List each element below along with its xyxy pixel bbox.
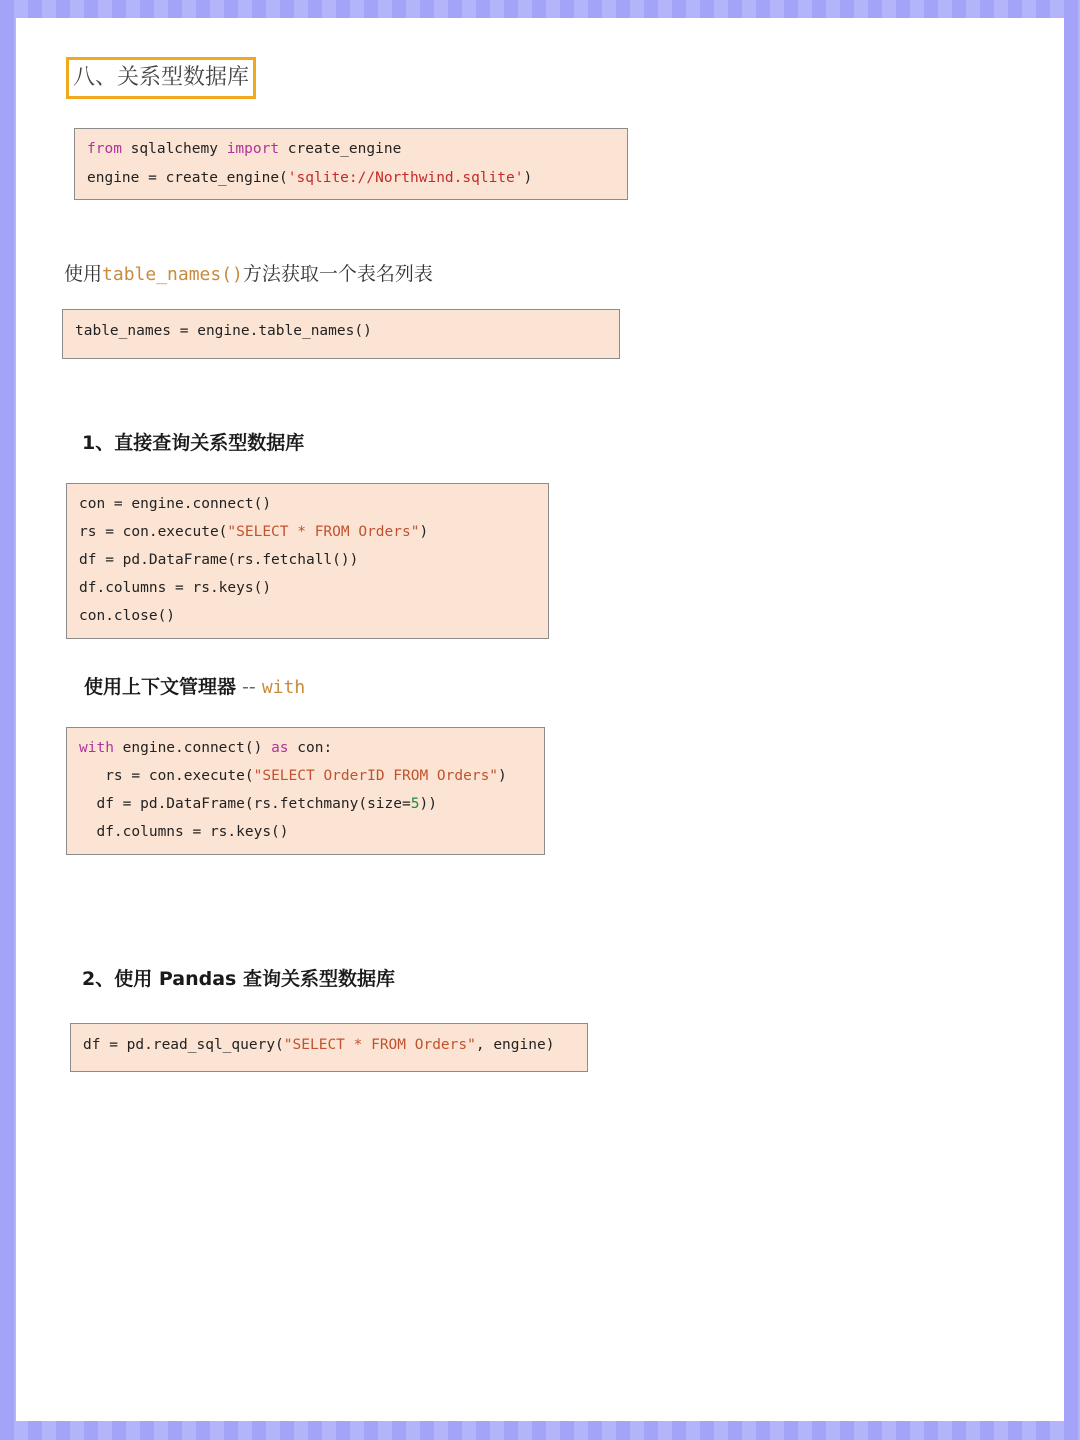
code-block-create-engine (74, 128, 628, 200)
code-line (79, 794, 437, 814)
keyword: import (226, 141, 280, 157)
code-line (87, 168, 532, 188)
code-line (83, 1035, 554, 1055)
string-literal: "SELECT OrderID FROM Orders" (253, 768, 499, 784)
code-line: con = engine.connect() (79, 496, 272, 512)
keyword: as (271, 740, 289, 756)
code-line: df.columns = rs.keys() (79, 580, 272, 596)
paragraph-table-names (64, 259, 433, 286)
code-block-direct-query (66, 483, 549, 639)
code-text: )) (419, 796, 437, 812)
code-text: sqlalchemy (121, 141, 227, 157)
section-title: 八、关系型数据库 (66, 57, 256, 99)
heading-direct-query: 1、直接查询关系型数据库 (82, 432, 305, 454)
code-line (79, 738, 332, 758)
code-text: ) (523, 170, 533, 186)
keyword: with (79, 740, 114, 756)
code-text: create_engine (279, 141, 402, 157)
code-text: , engine) (475, 1037, 555, 1053)
heading-text: 使用上下文管理器 (84, 676, 237, 698)
code-line: con.close() (79, 608, 176, 624)
code-block-with-statement (66, 727, 545, 855)
paragraph-text: 使用 (64, 263, 103, 285)
code-text: engine = create_engine( (87, 170, 288, 186)
code-line: df = pd.DataFrame(rs.fetchall()) (79, 552, 359, 568)
code-line (79, 522, 428, 542)
string-literal: 'sqlite://Northwind.sqlite' (287, 170, 524, 186)
heading-pandas-query: 2、使用 Pandas 查询关系型数据库 (82, 968, 395, 990)
code-text: ) (419, 524, 429, 540)
number-literal: 5 (410, 796, 420, 812)
code-line (79, 766, 507, 786)
code-text: con: (288, 740, 333, 756)
code-block-read-sql-query (70, 1023, 588, 1072)
code-line: table_names = engine.table_names() (75, 323, 372, 339)
code-line: df.columns = rs.keys() (79, 824, 289, 840)
heading-dash: -- (236, 676, 262, 698)
code-text: df = pd.read_sql_query( (83, 1037, 284, 1053)
string-literal: "SELECT * FROM Orders" (283, 1037, 476, 1053)
inline-code: with (261, 677, 306, 698)
document-page (16, 18, 1064, 1421)
string-literal: "SELECT * FROM Orders" (227, 524, 420, 540)
paragraph-text: 方法获取一个表名列表 (242, 263, 433, 285)
code-block-table-names (62, 309, 620, 359)
code-text: df = pd.DataFrame(rs.fetchmany(size= (79, 796, 411, 812)
code-line (87, 139, 401, 159)
inline-code: table_names() (102, 264, 243, 285)
heading-context-manager (84, 672, 305, 699)
keyword: from (87, 141, 122, 157)
code-text: engine.connect() (113, 740, 272, 756)
code-text: rs = con.execute( (79, 768, 254, 784)
code-text: rs = con.execute( (79, 524, 228, 540)
code-text: ) (498, 768, 507, 784)
